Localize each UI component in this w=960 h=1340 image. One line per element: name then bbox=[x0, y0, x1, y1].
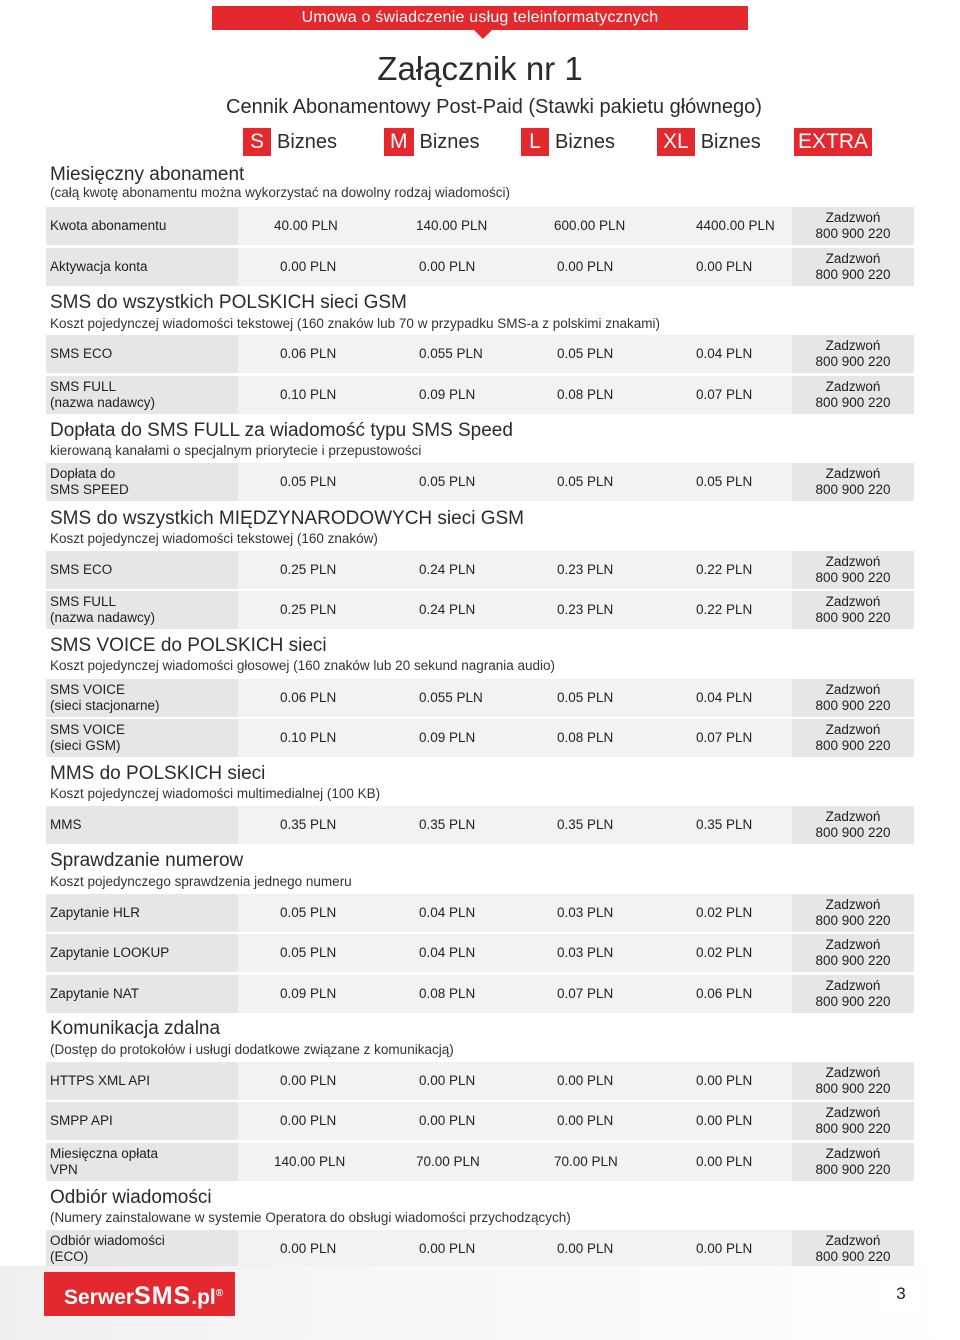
call-label: Zadzwoń bbox=[825, 897, 881, 912]
price-cell: 0.00 PLN bbox=[419, 259, 476, 274]
row-label bbox=[46, 1062, 238, 1100]
price-cell: 0.02 PLN bbox=[696, 945, 753, 960]
price-cell: 0.00 PLN bbox=[696, 1113, 753, 1128]
row-label-line: (nazwa nadawcy) bbox=[50, 610, 156, 625]
row-label bbox=[46, 463, 238, 501]
row-label-line: SMS VOICE bbox=[50, 682, 126, 697]
price-cell: 70.00 PLN bbox=[554, 1154, 618, 1169]
call-phone: 800 900 220 bbox=[815, 610, 891, 625]
call-phone: 800 900 220 bbox=[815, 267, 891, 282]
price-cell: 0.25 PLN bbox=[280, 562, 337, 577]
row-label bbox=[46, 934, 238, 972]
price-cell: 0.00 PLN bbox=[280, 1073, 337, 1088]
price-cell: 0.35 PLN bbox=[557, 817, 614, 832]
table-row bbox=[46, 975, 914, 1013]
price-cell: 0.05 PLN bbox=[557, 690, 614, 705]
call-cell bbox=[792, 934, 914, 972]
table-row bbox=[46, 1102, 914, 1140]
section-title: SMS do wszystkich POLSKICH sieci GSM bbox=[50, 292, 407, 313]
row-label bbox=[46, 376, 238, 414]
call-cell bbox=[792, 335, 914, 373]
table-row bbox=[46, 207, 914, 245]
row-label-line: (ECO) bbox=[50, 1249, 89, 1264]
plan-name: Biznes bbox=[419, 130, 480, 153]
call-cell bbox=[792, 376, 914, 414]
price-cell: 0.00 PLN bbox=[557, 1073, 614, 1088]
row-label-line: SMS FULL bbox=[50, 594, 117, 609]
page-number: 3 bbox=[882, 1278, 920, 1310]
row-label-line: Kwota abonamentu bbox=[50, 218, 167, 233]
section-title: SMS do wszystkich MIĘDZYNARODOWYCH sieci GSM bbox=[50, 508, 524, 529]
row-label-line: Zapytanie HLR bbox=[50, 905, 141, 920]
section-title: Sprawdzanie numerow bbox=[50, 850, 244, 871]
section-note: Koszt pojedynczej wiadomości tekstowej (160 znaków) bbox=[50, 531, 378, 546]
call-label: Zadzwoń bbox=[825, 554, 881, 569]
section-title: Komunikacja zdalna bbox=[50, 1018, 221, 1039]
call-label: Zadzwoń bbox=[825, 338, 881, 353]
row-label-line: Miesięczna opłata bbox=[50, 1146, 159, 1161]
call-cell bbox=[792, 806, 914, 844]
price-cell: 0.07 PLN bbox=[696, 387, 753, 402]
price-cell: 0.00 PLN bbox=[280, 1113, 337, 1128]
call-phone: 800 900 220 bbox=[815, 1162, 891, 1177]
price-cell: 0.07 PLN bbox=[557, 986, 614, 1001]
price-cell: 0.25 PLN bbox=[280, 602, 337, 617]
call-label: Zadzwoń bbox=[825, 210, 881, 225]
section-note: Koszt pojedynczego sprawdzenia jednego numeru bbox=[50, 874, 352, 889]
table-row bbox=[46, 248, 914, 286]
section-title: Miesięczny abonament bbox=[50, 164, 245, 185]
plan-badge: S bbox=[243, 128, 271, 156]
row-label-line: SMS ECO bbox=[50, 346, 113, 361]
price-cell: 0.00 PLN bbox=[696, 1073, 753, 1088]
price-cell: 0.35 PLN bbox=[280, 817, 337, 832]
price-cell: 0.04 PLN bbox=[696, 690, 753, 705]
price-cell: 70.00 PLN bbox=[416, 1154, 480, 1169]
document-subtitle: Cennik Abonamentowy Post-Paid (Stawki pakietu głównego) bbox=[226, 96, 762, 118]
section-title: Odbiór wiadomości bbox=[50, 1187, 212, 1208]
plan-name: Biznes bbox=[700, 130, 761, 153]
price-cell: 0.35 PLN bbox=[419, 817, 476, 832]
price-cell: 0.06 PLN bbox=[280, 690, 337, 705]
call-label: Zadzwoń bbox=[825, 1233, 881, 1248]
call-label: Zadzwoń bbox=[825, 1065, 881, 1080]
table-row bbox=[46, 934, 914, 972]
section-note: (Numery zainstalowane w systemie Operatora do obsługi wiadomości przychodzących) bbox=[50, 1210, 571, 1225]
price-cell: 0.22 PLN bbox=[696, 562, 753, 577]
price-cell: 0.05 PLN bbox=[280, 905, 337, 920]
price-cell: 0.23 PLN bbox=[557, 562, 614, 577]
row-label-line: Dopłata do bbox=[50, 466, 116, 481]
row-label-line: (sieci stacjonarne) bbox=[50, 698, 160, 713]
price-cell: 0.04 PLN bbox=[419, 945, 476, 960]
call-label: Zadzwoń bbox=[825, 1146, 881, 1161]
price-cell: 0.05 PLN bbox=[557, 474, 614, 489]
call-cell bbox=[792, 1062, 914, 1100]
row-label-line: SMS FULL bbox=[50, 379, 117, 394]
row-label-line: (sieci GSM) bbox=[50, 738, 121, 753]
price-cell: 0.05 PLN bbox=[557, 346, 614, 361]
call-cell bbox=[792, 894, 914, 932]
price-cell: 0.08 PLN bbox=[419, 986, 476, 1001]
price-cell: 4400.00 PLN bbox=[696, 218, 775, 233]
row-label bbox=[46, 894, 238, 932]
document-banner: Umowa o świadczenie usług teleinformatycznych bbox=[212, 6, 748, 30]
row-label bbox=[46, 248, 238, 286]
section-title: SMS VOICE do POLSKICH sieci bbox=[50, 635, 327, 656]
table-row bbox=[46, 1143, 914, 1181]
call-cell bbox=[792, 719, 914, 757]
call-phone: 800 900 220 bbox=[815, 1121, 891, 1136]
title-text: Załącznik nr 1 bbox=[377, 50, 583, 87]
call-label: Zadzwoń bbox=[825, 594, 881, 609]
price-cell: 140.00 PLN bbox=[416, 218, 488, 233]
plan-header bbox=[0, 128, 960, 156]
price-cell: 0.09 PLN bbox=[419, 387, 476, 402]
section-note: (całą kwotę abonamentu można wykorzystać na dowolny rodzaj wiadomości) bbox=[50, 185, 510, 200]
price-cell: 0.08 PLN bbox=[557, 387, 614, 402]
price-cell: 0.08 PLN bbox=[557, 730, 614, 745]
row-label-line: (nazwa nadawcy) bbox=[50, 395, 156, 410]
call-cell bbox=[792, 551, 914, 589]
section-note: Koszt pojedynczej wiadomości tekstowej (160 znaków lub 70 w przypadku SMS-a z polskimi znakami) bbox=[50, 316, 661, 331]
row-label bbox=[46, 719, 238, 757]
row-label bbox=[46, 1143, 238, 1181]
call-cell bbox=[792, 679, 914, 717]
section-note: (Dostęp do protokołów i usługi dodatkowe związane z komunikacją) bbox=[50, 1042, 454, 1057]
call-phone: 800 900 220 bbox=[815, 1081, 891, 1096]
price-cell: 0.24 PLN bbox=[419, 562, 476, 577]
plan-l bbox=[521, 128, 615, 156]
call-phone: 800 900 220 bbox=[815, 738, 891, 753]
registered-mark: ® bbox=[215, 1288, 224, 1299]
price-cell: 0.05 PLN bbox=[280, 474, 337, 489]
price-cell: 0.09 PLN bbox=[280, 986, 337, 1001]
call-cell bbox=[792, 975, 914, 1013]
price-cell: 0.22 PLN bbox=[696, 602, 753, 617]
call-cell bbox=[792, 248, 914, 286]
row-label-line: HTTPS XML API bbox=[50, 1073, 151, 1088]
table-row bbox=[46, 719, 914, 757]
section-title: Dopłata do SMS FULL za wiadomość typu SMS Speed bbox=[50, 420, 513, 441]
call-phone: 800 900 220 bbox=[815, 698, 891, 713]
call-label: Zadzwoń bbox=[825, 251, 881, 266]
call-label: Zadzwoń bbox=[825, 722, 881, 737]
price-cell: 0.10 PLN bbox=[280, 730, 337, 745]
plan-s bbox=[243, 128, 337, 156]
row-label-line: VPN bbox=[50, 1162, 78, 1177]
table-row bbox=[46, 591, 914, 629]
row-label-line: Zapytanie LOOKUP bbox=[50, 945, 170, 960]
price-cell: 0.04 PLN bbox=[419, 905, 476, 920]
row-label-line: SMPP API bbox=[50, 1113, 113, 1128]
section-note: kierowaną kanałami o specjalnym priorytecie i przepustowości bbox=[50, 443, 422, 458]
row-label-line: SMS VOICE bbox=[50, 722, 126, 737]
table-row bbox=[46, 894, 914, 932]
call-phone: 800 900 220 bbox=[815, 570, 891, 585]
call-cell bbox=[792, 1143, 914, 1181]
table-row bbox=[46, 463, 914, 501]
table-row bbox=[46, 679, 914, 717]
row-label bbox=[46, 806, 238, 844]
price-cell: 0.00 PLN bbox=[280, 259, 337, 274]
call-cell bbox=[792, 463, 914, 501]
table-row bbox=[46, 551, 914, 589]
call-label: Zadzwoń bbox=[825, 682, 881, 697]
serwersms-logo bbox=[44, 1272, 235, 1316]
price-cell: 0.10 PLN bbox=[280, 387, 337, 402]
price-cell: 0.03 PLN bbox=[557, 905, 614, 920]
price-cell: 0.00 PLN bbox=[419, 1241, 476, 1256]
call-phone: 800 900 220 bbox=[815, 395, 891, 410]
price-cell: 0.35 PLN bbox=[696, 817, 753, 832]
price-cell: 0.00 PLN bbox=[696, 1241, 753, 1256]
plan-name: Biznes bbox=[277, 130, 338, 153]
price-cell: 0.05 PLN bbox=[696, 474, 753, 489]
price-cell: 140.00 PLN bbox=[274, 1154, 346, 1169]
price-cell: 0.00 PLN bbox=[280, 1241, 337, 1256]
banner-pointer bbox=[474, 30, 492, 39]
call-phone: 800 900 220 bbox=[815, 1249, 891, 1264]
price-cell: 0.03 PLN bbox=[557, 945, 614, 960]
plan-badge: L bbox=[521, 128, 549, 156]
row-label bbox=[46, 1102, 238, 1140]
section-title: MMS do POLSKICH sieci bbox=[50, 763, 266, 784]
row-label-line: SMS SPEED bbox=[50, 482, 129, 497]
row-label-line: SMS ECO bbox=[50, 562, 113, 577]
price-cell: 0.24 PLN bbox=[419, 602, 476, 617]
price-cell: 0.00 PLN bbox=[419, 1113, 476, 1128]
call-cell bbox=[792, 1230, 914, 1268]
call-label: Zadzwoń bbox=[825, 937, 881, 952]
logo-text: Serwer bbox=[64, 1286, 135, 1309]
price-cell: 0.00 PLN bbox=[557, 259, 614, 274]
document-title bbox=[0, 50, 960, 88]
row-label-line: MMS bbox=[50, 817, 82, 832]
price-cell: 0.00 PLN bbox=[557, 1241, 614, 1256]
plan-name: Biznes bbox=[555, 130, 616, 153]
logo-text-sms: SMS bbox=[134, 1282, 192, 1310]
table-row bbox=[46, 806, 914, 844]
row-label bbox=[46, 335, 238, 373]
call-phone: 800 900 220 bbox=[815, 953, 891, 968]
table-row bbox=[46, 335, 914, 373]
plan-xl bbox=[657, 128, 761, 156]
row-label-line: Odbiór wiadomości bbox=[50, 1233, 165, 1248]
price-cell: 0.06 PLN bbox=[696, 986, 753, 1001]
price-cell: 0.23 PLN bbox=[557, 602, 614, 617]
row-label bbox=[46, 551, 238, 589]
call-phone: 800 900 220 bbox=[815, 482, 891, 497]
plan-badge: M bbox=[384, 128, 414, 156]
plan-badge: XL bbox=[657, 128, 695, 156]
price-cell: 0.04 PLN bbox=[696, 346, 753, 361]
call-cell bbox=[792, 1102, 914, 1140]
price-cell: 0.07 PLN bbox=[696, 730, 753, 745]
section-note: Koszt pojedynczej wiadomości głosowej (160 znaków lub 20 sekund nagrania audio) bbox=[50, 658, 556, 673]
price-cell: 0.055 PLN bbox=[419, 690, 483, 705]
row-label-line: Aktywacja konta bbox=[50, 259, 148, 274]
call-phone: 800 900 220 bbox=[815, 825, 891, 840]
call-phone: 800 900 220 bbox=[815, 913, 891, 928]
price-cell: 0.00 PLN bbox=[696, 1154, 753, 1169]
price-cell: 0.06 PLN bbox=[280, 346, 337, 361]
logo-domain: .pl bbox=[191, 1286, 216, 1309]
call-label: Zadzwoń bbox=[825, 466, 881, 481]
row-label bbox=[46, 1230, 238, 1268]
table-row bbox=[46, 1062, 914, 1100]
price-cell: 0.00 PLN bbox=[419, 1073, 476, 1088]
price-cell: 0.02 PLN bbox=[696, 905, 753, 920]
row-label bbox=[46, 591, 238, 629]
call-cell bbox=[792, 591, 914, 629]
plan-badge: EXTRA bbox=[794, 128, 872, 156]
plan-extra bbox=[794, 128, 872, 156]
call-phone: 800 900 220 bbox=[815, 354, 891, 369]
price-cell: 0.05 PLN bbox=[280, 945, 337, 960]
row-label bbox=[46, 207, 238, 245]
call-label: Zadzwoń bbox=[825, 809, 881, 824]
price-cell: 0.09 PLN bbox=[419, 730, 476, 745]
price-cell: 0.00 PLN bbox=[696, 259, 753, 274]
price-cell: 600.00 PLN bbox=[554, 218, 626, 233]
call-phone: 800 900 220 bbox=[815, 226, 891, 241]
price-cell: 0.00 PLN bbox=[557, 1113, 614, 1128]
price-cell: 40.00 PLN bbox=[274, 218, 338, 233]
row-label bbox=[46, 679, 238, 717]
section-note: Koszt pojedynczej wiadomości multimedialnej (100 KB) bbox=[50, 786, 381, 801]
call-label: Zadzwoń bbox=[825, 1105, 881, 1120]
table-row bbox=[46, 376, 914, 414]
row-label bbox=[46, 975, 238, 1013]
call-phone: 800 900 220 bbox=[815, 994, 891, 1009]
call-label: Zadzwoń bbox=[825, 978, 881, 993]
call-cell bbox=[792, 207, 914, 245]
price-cell: 0.055 PLN bbox=[419, 346, 483, 361]
row-label-line: Zapytanie NAT bbox=[50, 986, 140, 1001]
table-row bbox=[46, 1230, 914, 1268]
price-cell: 0.05 PLN bbox=[419, 474, 476, 489]
plan-m bbox=[384, 128, 480, 156]
call-label: Zadzwoń bbox=[825, 379, 881, 394]
